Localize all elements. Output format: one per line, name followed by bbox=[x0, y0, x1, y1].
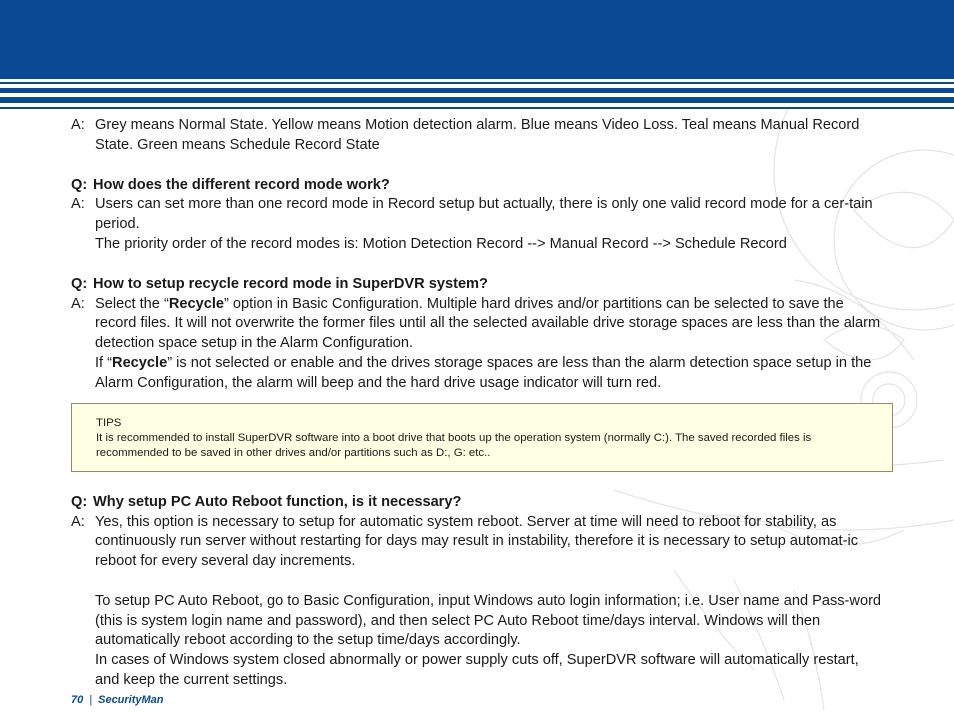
answer-block bbox=[71, 195, 886, 254]
answer-text: The priority order of the record modes is: Motion Detection Record --> Manual Record --> Schedule Record bbox=[95, 235, 787, 252]
question-tag: Q: bbox=[71, 176, 88, 193]
answer-text-part: ” is not selected or enable and the drives storage spaces are less than the alarm detection space setup in the Alarm Configuration, the alarm will beep and the hard drive usage indicator will turn red. bbox=[95, 354, 872, 391]
answer-tag: A: bbox=[71, 196, 85, 213]
answer-text: Users can set more than one record mode in Record setup but actually, there is only one valid record mode for a cer-tain period. bbox=[95, 196, 873, 233]
recycle-option-name: Recycle bbox=[112, 354, 168, 371]
header-stripe bbox=[0, 107, 954, 109]
answer-block bbox=[71, 513, 886, 691]
answer-text: Grey means Normal State. Yellow means Motion detection alarm. Blue means Video Loss. Teal means Manual Record State. Green means Schedule Record State bbox=[95, 117, 860, 153]
answer-text: To setup PC Auto Reboot, go to Basic Configuration, input Windows auto login information; i.e. User name and Pass-word (this is system login name and password), and then select PC Auto Reboot time/days interval. Windows will then automatically reboot according to the setup time/days accordingly. bbox=[95, 592, 882, 649]
paragraph-spacer bbox=[95, 572, 886, 592]
tips-text: It is recommended to install SuperDVR software into a boot drive that boots up the operation system (normally C:). The saved recorded files is recommended to be saved in other drives and/or partitions such as D:, G: etc.. bbox=[96, 431, 812, 460]
answer-block bbox=[71, 295, 886, 394]
header-stripe bbox=[0, 88, 954, 93]
footer-separator: | bbox=[89, 694, 93, 706]
page-footer bbox=[71, 694, 164, 706]
answer-text-part: If “ bbox=[95, 354, 113, 371]
question-tag: Q: bbox=[71, 493, 88, 510]
header-stripe bbox=[0, 97, 954, 103]
answer-block bbox=[71, 116, 886, 156]
answer-text: Yes, this option is necessary to setup for automatic system reboot. Server at time will need to reboot for stability, as continuously run server without restarting for days may result in instability, therefore it is necessary to setup automat-ic reboot for every several day increments. bbox=[95, 513, 858, 570]
tips-title: TIPS bbox=[96, 416, 122, 429]
question-tag: Q: bbox=[71, 275, 88, 292]
question-text: Why setup PC Auto Reboot function, is it necessary? bbox=[93, 493, 462, 510]
answer-tag: A: bbox=[71, 295, 85, 312]
question-block bbox=[71, 493, 886, 513]
answer-tag: A: bbox=[71, 513, 85, 530]
page-number: 70 bbox=[71, 694, 84, 706]
page-content bbox=[71, 116, 886, 691]
question-block bbox=[71, 275, 886, 295]
answer-text bbox=[95, 295, 886, 354]
question-block bbox=[71, 176, 886, 196]
header-band bbox=[0, 0, 954, 79]
answer-text: In cases of Windows system closed abnormally or power supply cuts off, SuperDVR software will automatically restart, and keep the current settings. bbox=[95, 652, 859, 688]
brand-name: SecurityMan bbox=[98, 694, 164, 706]
question-text: How to setup recycle record mode in SuperDVR system? bbox=[93, 275, 488, 292]
recycle-option-name: Recycle bbox=[168, 295, 225, 312]
answer-tag: A: bbox=[71, 117, 85, 133]
answer-text-part: ” option in Basic Configuration. Multiple hard drives and/or partitions can be selected to save the record files. It will not overwrite the former files until all the selected available drive storage spaces are less than the alarm detection space setup in the Alarm Configuration. bbox=[95, 295, 881, 352]
answer-text bbox=[95, 354, 886, 394]
question-text: How does the different record mode work? bbox=[93, 176, 390, 193]
header-stripe bbox=[0, 82, 954, 84]
answer-text-part: Select the “ bbox=[95, 295, 169, 312]
tips-box bbox=[71, 403, 893, 472]
